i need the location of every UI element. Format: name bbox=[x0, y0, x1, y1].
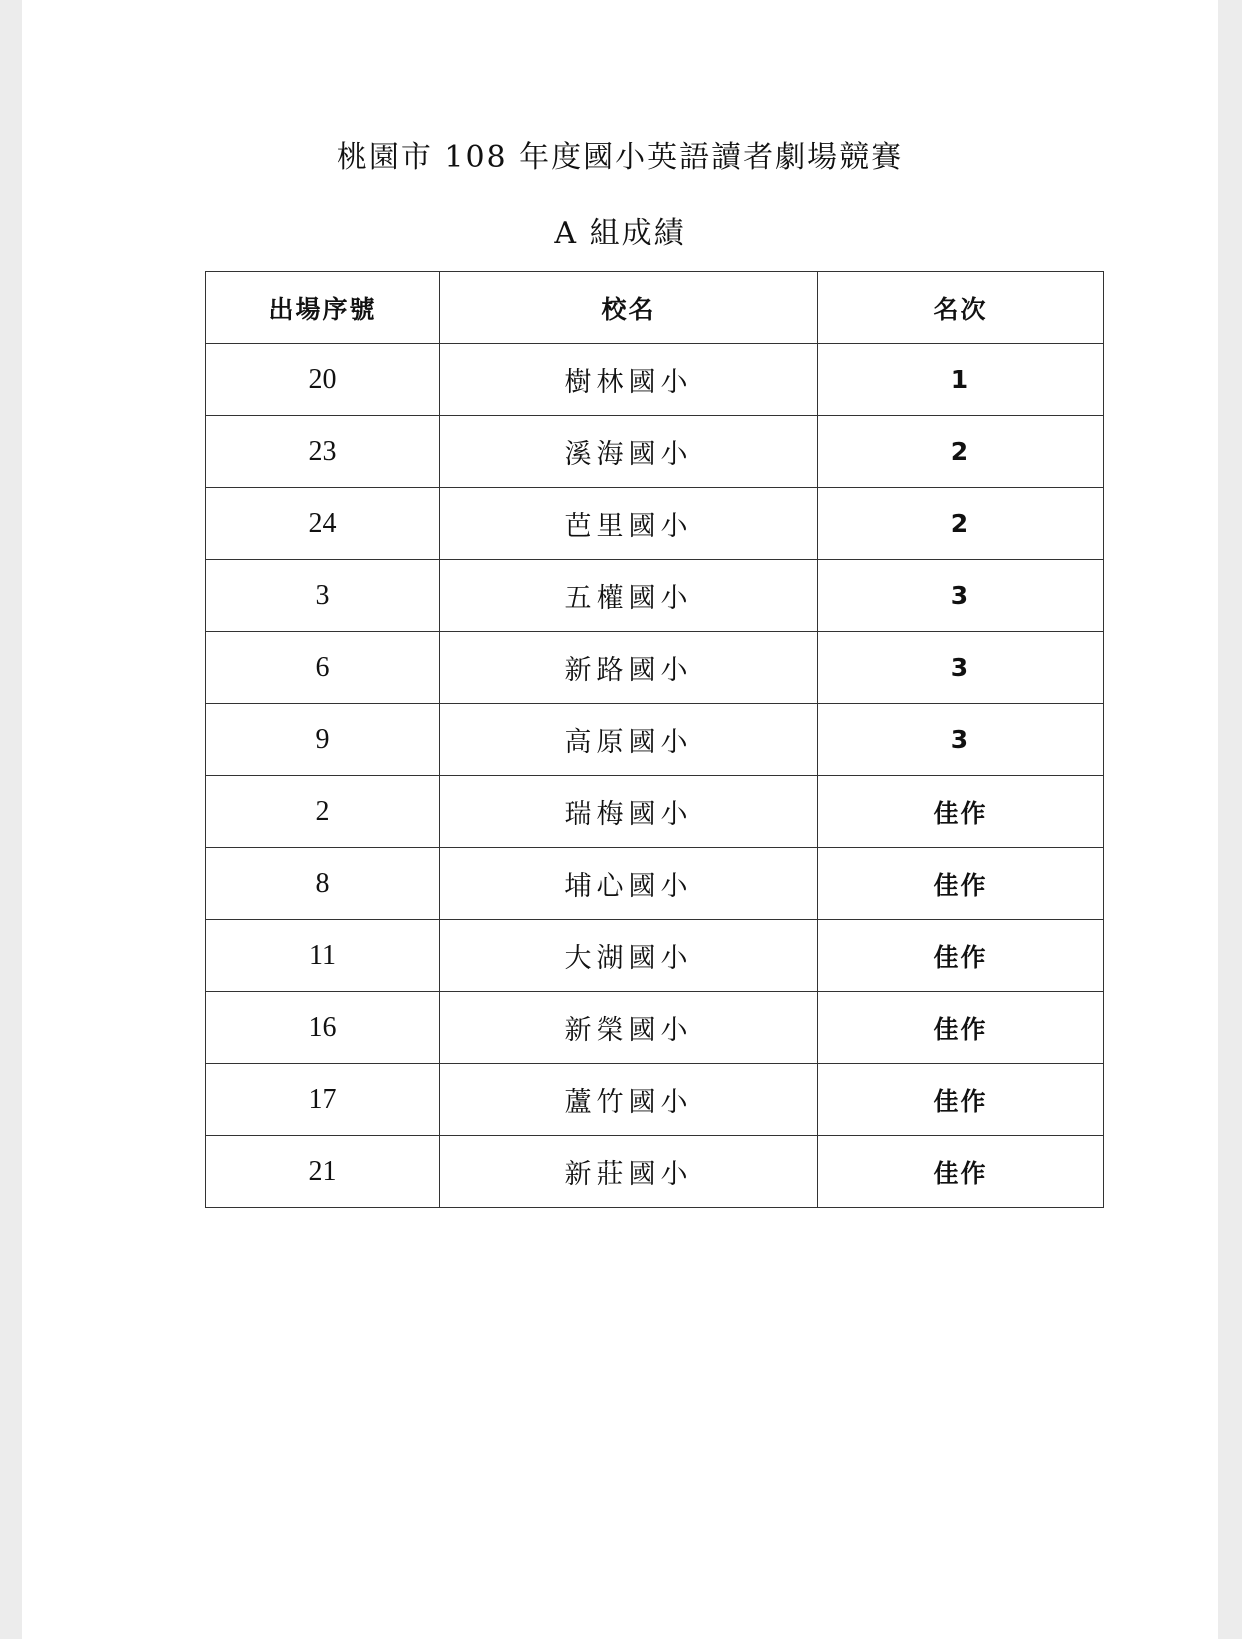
cell-school: 新榮國小 bbox=[440, 992, 818, 1064]
table-row bbox=[206, 992, 1104, 1064]
cell-rank: 3 bbox=[818, 632, 1104, 704]
table-row bbox=[206, 344, 1104, 416]
header-school: 校名 bbox=[440, 272, 818, 344]
cell-seq: 2 bbox=[206, 776, 440, 848]
cell-rank: 佳作 bbox=[818, 992, 1104, 1064]
cell-school: 新路國小 bbox=[440, 632, 818, 704]
cell-seq: 24 bbox=[206, 488, 440, 560]
table-row bbox=[206, 632, 1104, 704]
table-header-row bbox=[206, 272, 1104, 344]
cell-rank: 1 bbox=[818, 344, 1104, 416]
table-row bbox=[206, 776, 1104, 848]
cell-rank: 佳作 bbox=[818, 1064, 1104, 1136]
cell-rank: 佳作 bbox=[818, 920, 1104, 992]
cell-seq: 16 bbox=[206, 992, 440, 1064]
cell-seq: 23 bbox=[206, 416, 440, 488]
cell-rank: 佳作 bbox=[818, 776, 1104, 848]
cell-rank: 佳作 bbox=[818, 1136, 1104, 1208]
cell-rank: 3 bbox=[818, 560, 1104, 632]
table-row bbox=[206, 560, 1104, 632]
table-row bbox=[206, 848, 1104, 920]
cell-school: 新莊國小 bbox=[440, 1136, 818, 1208]
document-subtitle: A 組成績 bbox=[554, 216, 686, 251]
cell-school: 蘆竹國小 bbox=[440, 1064, 818, 1136]
cell-rank: 3 bbox=[818, 704, 1104, 776]
table-row bbox=[206, 1136, 1104, 1208]
header-seq: 出場序號 bbox=[206, 272, 440, 344]
table-row bbox=[206, 416, 1104, 488]
table-row bbox=[206, 920, 1104, 992]
cell-seq: 20 bbox=[206, 344, 440, 416]
cell-school: 高原國小 bbox=[440, 704, 818, 776]
cell-school: 大湖國小 bbox=[440, 920, 818, 992]
cell-seq: 11 bbox=[206, 920, 440, 992]
document-page bbox=[22, 0, 1218, 1639]
cell-school: 溪海國小 bbox=[440, 416, 818, 488]
cell-seq: 8 bbox=[206, 848, 440, 920]
cell-rank: 2 bbox=[818, 488, 1104, 560]
cell-seq: 6 bbox=[206, 632, 440, 704]
cell-seq: 21 bbox=[206, 1136, 440, 1208]
cell-rank: 2 bbox=[818, 416, 1104, 488]
cell-school: 瑞梅國小 bbox=[440, 776, 818, 848]
cell-school: 埔心國小 bbox=[440, 848, 818, 920]
table-row bbox=[206, 488, 1104, 560]
cell-school: 五權國小 bbox=[440, 560, 818, 632]
cell-seq: 9 bbox=[206, 704, 440, 776]
results-table bbox=[205, 271, 1104, 1208]
cell-rank: 佳作 bbox=[818, 848, 1104, 920]
table-row bbox=[206, 704, 1104, 776]
cell-school: 樹林國小 bbox=[440, 344, 818, 416]
document-title: 桃園市 108 年度國小英語讀者劇場競賽 bbox=[336, 140, 904, 175]
cell-school: 芭里國小 bbox=[440, 488, 818, 560]
table-row bbox=[206, 1064, 1104, 1136]
cell-seq: 17 bbox=[206, 1064, 440, 1136]
cell-seq: 3 bbox=[206, 560, 440, 632]
header-rank: 名次 bbox=[818, 272, 1104, 344]
